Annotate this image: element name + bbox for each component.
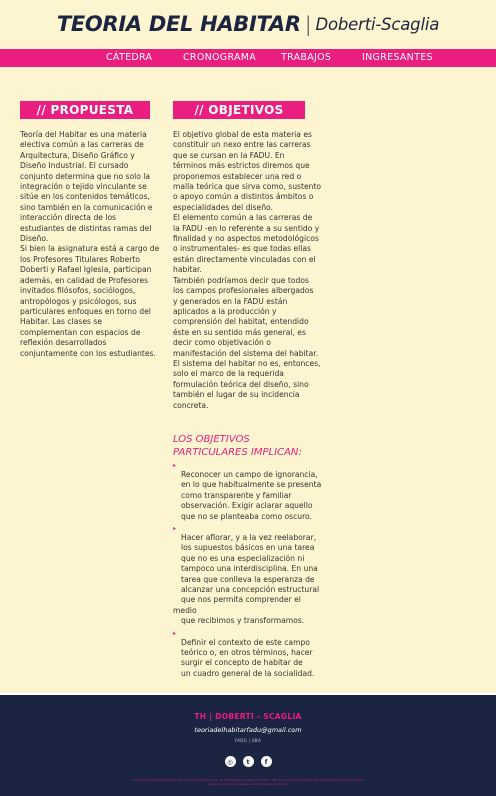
objetivos-text-line: También podríamos decir que todos: [173, 275, 309, 285]
bullet-text-line: tampoco una interdisciplina. En una: [181, 564, 318, 574]
propuesta-text-line: conjunto determina que no solo la: [20, 171, 151, 181]
bullet-text-line: que nos permita comprender el medio: [173, 595, 301, 615]
propuesta-text-line: conjuntamente con los estudiantes.: [20, 348, 156, 358]
objetivos-text-line: El sistema del habitar no es, entonces,: [173, 358, 321, 368]
propuesta-text-line: Si bien la asignatura está a cargo de: [20, 244, 160, 254]
propuesta-section: [20, 101, 160, 359]
objetivos-text-line: malla teórica que sirva como, sustento: [173, 182, 322, 192]
propuesta-text: [20, 130, 160, 359]
site-title[interactable]: TEORIA DEL HABITAR: [56, 12, 301, 36]
objetivos-text-line: términos más estrictos diremos que: [173, 161, 310, 171]
bullet-text-line: tarea que conlleva la esperanza de: [181, 574, 315, 584]
footer-social-links: [0, 756, 496, 767]
instagram-icon[interactable]: ◎: [225, 756, 236, 767]
propuesta-text-line: antropólogos y psicólogos, sus: [20, 296, 137, 306]
bullet-text-line: teórico o, en otros términos, hacer: [181, 648, 313, 658]
propuesta-text-line: Habitar. Las clases se: [20, 317, 102, 327]
objetivos-text-line: o apoyo común a distintos ámbitos o: [173, 192, 314, 202]
objetivos-text: [173, 130, 323, 411]
objetivos-text-line: El objetivo global de esta materia es: [173, 130, 312, 139]
bullet-text-line: alcanzar una concepción estructural: [181, 585, 320, 595]
propuesta-text-line: reflexión desarrollados: [20, 338, 107, 348]
propuesta-text-line: sitúe en los contenidos temáticos,: [20, 192, 150, 202]
list-item: [173, 629, 323, 680]
objetivos-text-line: y generados en la FADU están: [173, 296, 288, 306]
twitter-icon[interactable]: t: [243, 756, 254, 767]
objetivos-bullet-list: [173, 461, 323, 679]
objetivos-text-line: están directamente vinculadas con el: [173, 254, 316, 264]
objetivos-text-line: solo el marco de la requerida: [173, 369, 284, 379]
footer-brand: TH | DOBERTI - SCAGLIA: [194, 712, 302, 721]
facebook-icon[interactable]: f: [261, 756, 272, 767]
propuesta-text-line: Arquitectura, Diseño Gráfico y: [20, 150, 135, 160]
site-header: [0, 0, 496, 48]
list-item: [173, 524, 323, 627]
propuesta-heading: // PROPUESTA: [20, 101, 150, 119]
bullet-text-line: los supuestos básicos en una tarea: [181, 543, 315, 553]
bullet-text-line: Hacer aflorar, y a la vez reelaborar,: [181, 533, 317, 542]
particulares-heading-line: PARTICULARES IMPLICAN:: [173, 446, 302, 458]
propuesta-text-line: interacción directa de los: [20, 213, 117, 223]
objetivos-text-line: también el lugar de su incidencia: [173, 390, 300, 400]
objetivos-text-line: proponemos establecer una red o: [173, 171, 302, 181]
objetivos-text-line: manifestación del sistema del habitar.: [173, 348, 319, 358]
bullet-text-line: Definir el contexto de este campo: [181, 637, 310, 647]
propuesta-text-line: estudiantes de distintas ramas del: [20, 223, 152, 233]
propuesta-text-line: Diseño.: [20, 234, 49, 244]
footer-legal-text: Los contenidos publicados en este sitio son de la cátedra de Teoría del Habitar Doberti-Scaglia de la FADU - UBA. Todos los derechos reservados. Se prohíbe su reproducción total o parcial sin autorización expresa de los titulares de la cátedra.: [131, 779, 365, 786]
propuesta-text-line: sino también en la comunicación e: [20, 202, 153, 212]
objetivos-text-line: constituir un nexo entre las carreras: [173, 140, 311, 150]
objetivos-text-line: finalidad y no aspectos metodológicos: [173, 234, 319, 244]
objetivos-particulares-heading: [173, 433, 323, 459]
propuesta-text-line: invitados filósofos, sociólogos,: [20, 286, 136, 296]
bullet-text-line: un cuadro general de la socialidad.: [181, 668, 315, 678]
bullet-text: [173, 638, 323, 680]
nav-item-catedra[interactable]: CÁTEDRA: [106, 52, 153, 63]
objetivos-text-line: comprensión del habitat, entendido: [173, 317, 309, 327]
propuesta-text-line: Teoría del Habitar es una materia: [20, 130, 147, 139]
propuesta-text-line: los Profesores Titulares Roberto: [20, 254, 141, 264]
objetivos-text-line: aplicados a la producción y: [173, 306, 277, 316]
site-footer: [0, 693, 496, 796]
objetivos-text-line: o instrumentales- es que todas ellas: [173, 244, 311, 254]
bullet-text-line: que no se planteaba como oscuro.: [181, 511, 312, 521]
bullet-text-line: que no es una especialización ni: [181, 553, 305, 563]
propuesta-text-line: particulares enfoques en torno del: [20, 306, 151, 316]
objetivos-text-line: especialidades del diseño.: [173, 202, 273, 212]
propuesta-text-line: además, en calidad de Profesores: [20, 275, 149, 285]
bullet-text-line: como transparente y familiar: [181, 490, 292, 500]
nav-item-trabajos[interactable]: TRABAJOS: [281, 52, 332, 63]
propuesta-text-line: Diseño Industrial. El cursado: [20, 161, 129, 171]
particulares-heading-line: LOS OBJETIVOS: [173, 433, 250, 445]
site-subtitle: Doberti-Scaglia: [315, 14, 440, 34]
objetivos-text-line: que se cursan en la FADU. En: [173, 150, 285, 160]
bullet-text-line: surgir el concepto de habitar de: [181, 658, 303, 668]
bullet-text-line: observación. Exigir aclarar aquello: [181, 501, 313, 511]
title-separator: |: [304, 12, 312, 36]
objetivos-text-line: la FADU -en lo referente a su sentido y: [173, 223, 320, 233]
list-item: [173, 461, 323, 522]
objetivos-section: [173, 101, 323, 681]
bullet-text-line: Reconocer un campo de ignorancia,: [181, 469, 318, 479]
bullet-text-line: que recibimos y transformamos.: [181, 616, 305, 626]
bullet-text-line: en lo que habitualmente se presenta: [181, 480, 322, 490]
propuesta-text-line: complementan con espacios de: [20, 327, 141, 337]
footer-email-link[interactable]: teoriadelhabitarfadu@gmail.com: [194, 726, 302, 734]
main-nav: [0, 49, 496, 67]
bullet-arrow-icon: ▸: [173, 629, 177, 637]
objetivos-heading: // OBJETIVOS: [173, 101, 305, 119]
propuesta-text-line: integración o tejido vinculante se: [20, 182, 147, 192]
objetivos-text-line: formulación teórica del diseño, sino: [173, 379, 309, 389]
objetivos-text-line: El elemento común a las carreras de: [173, 213, 313, 223]
objetivos-text-line: éste en su sentido más general, es: [173, 327, 306, 337]
bullet-arrow-icon: ▸: [173, 525, 177, 532]
objetivos-text-line: los campos profesionales albergados: [173, 286, 314, 296]
objetivos-text-line: habitar.: [173, 265, 202, 275]
nav-item-ingresantes[interactable]: INGRESANTES: [362, 52, 433, 63]
bullet-arrow-icon: ▸: [173, 461, 177, 469]
footer-institution: FADU | UBA: [235, 738, 261, 743]
nav-item-cronograma[interactable]: CRONOGRAMA: [183, 52, 257, 63]
propuesta-text-line: Doberti y Rafael Iglesia, participan: [20, 265, 152, 275]
objetivos-text-line: decir como objetivación o: [173, 338, 271, 348]
propuesta-text-line: electiva común a las carreras de: [20, 140, 144, 150]
bullet-text: [173, 470, 323, 522]
bullet-text: [173, 533, 323, 627]
objetivos-text-line: concreta.: [173, 400, 209, 410]
